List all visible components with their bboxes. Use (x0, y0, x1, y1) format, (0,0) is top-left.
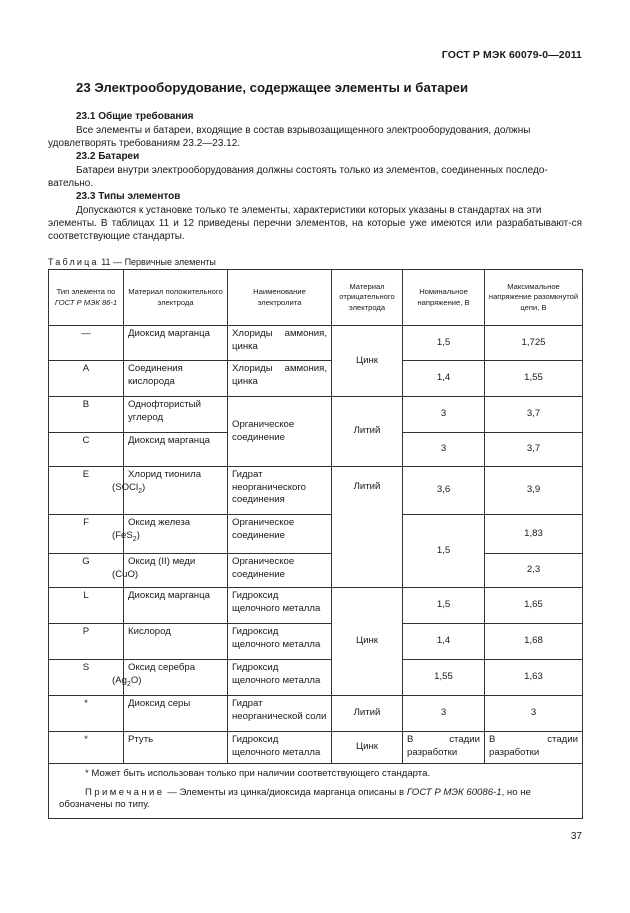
text-line: удовлетворять требованиям 23.2—23.12. (48, 138, 241, 149)
cell-electrolyte: Гидроксид щелочного металла (228, 588, 332, 624)
header-negative: Материал отрицательного электрода (332, 270, 403, 326)
cell-positive: Диоксид серы (124, 696, 228, 732)
table-caption-text: 11 — Первичные элементы (101, 257, 216, 267)
cell-max-voltage: 1,65 (485, 588, 583, 624)
cell-max-voltage: 1,63 (485, 660, 583, 696)
subsection-text-23-1 (48, 124, 582, 150)
cell-max-voltage: 3,9 (485, 467, 583, 515)
cell-max-voltage: 1,83 (485, 515, 583, 554)
table-row (49, 554, 583, 588)
cell-electrolyte: Хлориды аммония, цинка (228, 326, 332, 361)
cell-positive: Однофтористый углерод (124, 397, 228, 433)
table-caption-word: Таблица (48, 257, 99, 267)
table-row (49, 515, 583, 554)
table-row (49, 326, 583, 361)
cell-voltage: В стадии разработки (403, 732, 485, 764)
section-title: 23 Электрооборудование, содержащее элементы и батареи (76, 80, 469, 95)
cell-positive: Диоксид марганца (124, 433, 228, 467)
cell-max-voltage: 3 (485, 696, 583, 732)
header-type: Тип элемента по ГОСТ Р МЭК 86-1 (49, 270, 124, 326)
cell-type: E (49, 467, 124, 515)
cell-max-voltage: 1,55 (485, 361, 583, 397)
cell-voltage: 1,5 (403, 326, 485, 361)
cell-positive: Кислород (124, 624, 228, 660)
subsection-title-23-2: 23.2 Батареи (76, 151, 140, 162)
cell-positive: Оксид железа (FeS$_2$) (124, 515, 228, 554)
cell-negative: Цинк (332, 326, 403, 397)
table-row (49, 732, 583, 764)
cell-voltage: 1,4 (403, 361, 485, 397)
cell-negative: Цинк (332, 588, 403, 696)
header-max-voltage: Максимальное напряжение разомкнутой цепи, В (485, 270, 583, 326)
cell-positive: Оксид серебра $(Ag_2O)$ (124, 660, 228, 696)
text-line: Допускаются к установке только те элементы, характеристики которых указаны в стандартах на эти (76, 205, 542, 216)
cell-max-voltage: 3,7 (485, 433, 583, 467)
cell-voltage: 1,5 (403, 588, 485, 624)
table-note: Примечание — Элементы из цинка/диоксида марганца описаны в ГОСТ Р МЭК 60086-1, но не обозначены по типу. (59, 786, 531, 811)
cell-voltage: 3 (403, 397, 485, 433)
table-row (49, 397, 583, 433)
table-row (49, 361, 583, 397)
table-footer-row (49, 764, 583, 819)
table-footnote: * Может быть использован только при наличии соответствующего стандарта. (85, 768, 431, 779)
header-positive: Материал положительного электрода (124, 270, 228, 326)
cell-type: G (49, 554, 124, 588)
cell-electrolyte: Органическое соединение (228, 554, 332, 588)
cell-max-voltage: 3,7 (485, 397, 583, 433)
cell-electrolyte: Гидрат неорганической соли (228, 696, 332, 732)
table-notes (49, 764, 583, 819)
text-line: Все элементы и батареи, входящие в состав взрывозащищенного электрооборудования, должны (76, 125, 531, 136)
cell-type: L (49, 588, 124, 624)
table-row (49, 696, 583, 732)
cell-electrolyte: Гидроксид щелочного металла (228, 660, 332, 696)
cell-electrolyte: Гидроксид щелочного металла (228, 732, 332, 764)
cell-type: A (49, 361, 124, 397)
cell-positive: Соединения кислорода (124, 361, 228, 397)
table-row (49, 624, 583, 660)
cell-type: P (49, 624, 124, 660)
header-electrolyte: Наименование электролита (228, 270, 332, 326)
cell-type: * (49, 696, 124, 732)
cell-type: * (49, 732, 124, 764)
cell-positive: Оксид (II) меди (CuO) (124, 554, 228, 588)
cell-electrolyte: Органическое соединение (228, 515, 332, 554)
cell-type: C (49, 433, 124, 467)
cell-electrolyte: Органическое соединение (228, 397, 332, 467)
page-number: 37 (570, 831, 582, 842)
text-line: вательно. (48, 178, 94, 189)
table-header-row (49, 270, 583, 326)
cell-voltage: 3 (403, 696, 485, 732)
subsection-text-23-3 (48, 204, 582, 243)
table-row (49, 467, 583, 515)
cell-negative: Литий (332, 696, 403, 732)
cell-voltage: 1,5 (403, 515, 485, 588)
cell-max-voltage: 1,68 (485, 624, 583, 660)
cell-type: B (49, 397, 124, 433)
cell-type: — (49, 326, 124, 361)
cell-electrolyte: Гидрат неорганического соединения (228, 467, 332, 515)
cell-max-voltage: 1,725 (485, 326, 583, 361)
cell-negative: Литий (332, 467, 403, 588)
cell-voltage: 3 (403, 433, 485, 467)
table-row (49, 660, 583, 696)
cell-negative: Литий (332, 397, 403, 467)
cell-max-voltage: 2,3 (485, 554, 583, 588)
cell-electrolyte: Гидроксид щелочного металла (228, 624, 332, 660)
subsection-title-23-3: 23.3 Типы элементов (76, 191, 181, 202)
subsection-text-23-2 (48, 164, 582, 190)
cell-voltage: 3,6 (403, 467, 485, 515)
cell-max-voltage: В стадии разработки (485, 732, 583, 764)
primary-cells-table (48, 269, 583, 819)
header-voltage: Номинальное напряжение, В (403, 270, 485, 326)
cell-electrolyte: Хлориды аммония, цинка (228, 361, 332, 397)
cell-negative: Цинк (332, 732, 403, 764)
subsection-title-23-1: 23.1 Общие требования (76, 111, 194, 122)
cell-voltage: 1,4 (403, 624, 485, 660)
cell-positive: Хлорид тионила (SOCl$_2$) (124, 467, 228, 515)
cell-positive: Ртуть (124, 732, 228, 764)
text-line: Батареи внутри электрооборудования должны состоять только из элементов, соединенных последо- (76, 165, 548, 176)
cell-positive: Диоксид марганца (124, 326, 228, 361)
cell-type: F (49, 515, 124, 554)
text-line: элементы. В таблицах 11 и 12 приведены перечни элементов, на которые уже имеются или разрабатывают-ся соответствующие стандарты. (48, 218, 582, 242)
table-row (49, 588, 583, 624)
table-caption (48, 257, 216, 267)
cell-voltage: 1,55 (403, 660, 485, 696)
cell-positive: Диоксид марганца (124, 588, 228, 624)
cell-type: S (49, 660, 124, 696)
standard-code: ГОСТ Р МЭК 60079-0—2011 (441, 49, 582, 61)
